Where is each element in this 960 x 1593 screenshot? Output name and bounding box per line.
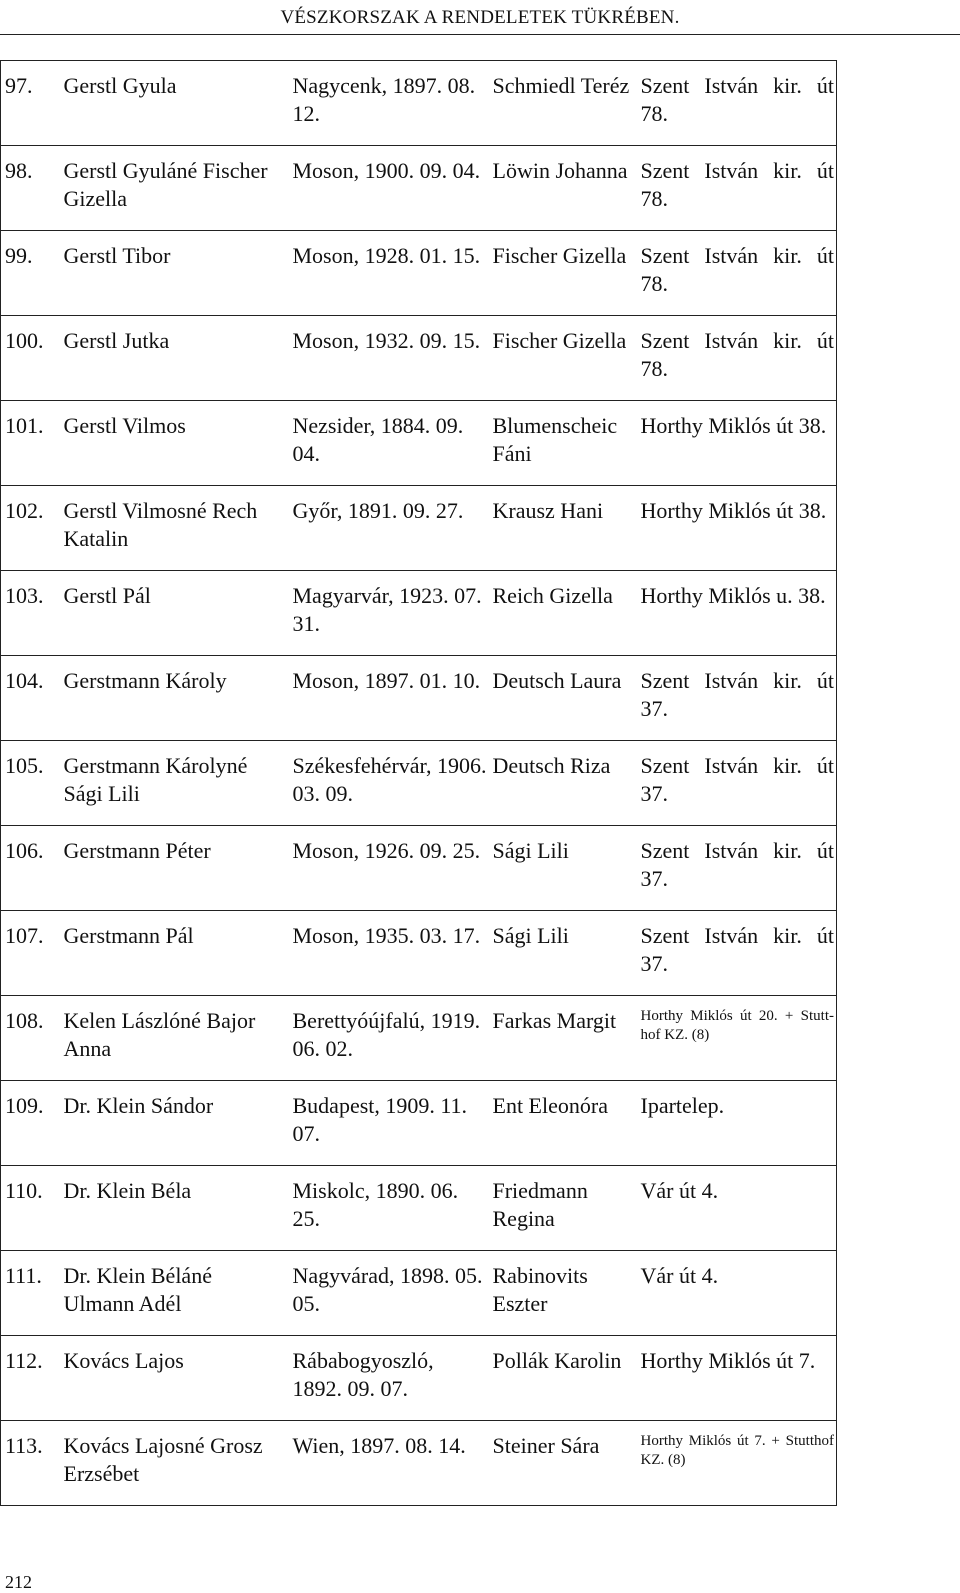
table-row — [1, 996, 837, 1081]
birth-place-date-cell: Moson, 1926. 09. 25. — [289, 826, 489, 911]
person-name-cell: Gerstmann Károly — [60, 656, 289, 741]
mother-name-cell: Fischer Gizella — [489, 316, 637, 401]
running-header — [0, 4, 960, 35]
table-row — [1, 1251, 837, 1336]
address-cell: Szent István kir. út 37. — [637, 826, 837, 911]
mother-name-cell: Deutsch Riza — [489, 741, 637, 826]
row-number-cell: 106. — [1, 826, 60, 911]
mother-name-cell: Schmiedl Teréz — [489, 61, 637, 146]
address-cell: Horthy Miklós út 20. + Stutt-hof KZ. (8) — [637, 996, 837, 1081]
mother-name-cell: Krausz Hani — [489, 486, 637, 571]
birth-place-date-cell: Moson, 1935. 03. 17. — [289, 911, 489, 996]
address-cell: Ipartelep. — [637, 1081, 837, 1166]
birth-place-date-cell: Nagycenk, 1897. 08. 12. — [289, 61, 489, 146]
table-row — [1, 741, 837, 826]
mother-name-cell: Rabinovits Eszter — [489, 1251, 637, 1336]
table-row — [1, 316, 837, 401]
birth-place-date-cell: Győr, 1891. 09. 27. — [289, 486, 489, 571]
mother-name-cell: Sági Lili — [489, 826, 637, 911]
row-number-cell: 113. — [1, 1421, 60, 1506]
birth-place-date-cell: Miskolc, 1890. 06. 25. — [289, 1166, 489, 1251]
address-cell: Szent István kir. út 37. — [637, 741, 837, 826]
mother-name-cell: Fischer Gizella — [489, 231, 637, 316]
row-number-cell: 110. — [1, 1166, 60, 1251]
birth-place-date-cell: Moson, 1900. 09. 04. — [289, 146, 489, 231]
table-row — [1, 1081, 837, 1166]
birth-place-date-cell: Moson, 1932. 09. 15. — [289, 316, 489, 401]
row-number-cell: 112. — [1, 1336, 60, 1421]
address-cell: Vár út 4. — [637, 1166, 837, 1251]
row-number-cell: 98. — [1, 146, 60, 231]
birth-place-date-cell: Budapest, 1909. 11. 07. — [289, 1081, 489, 1166]
birth-place-date-cell: Magyarvár, 1923. 07. 31. — [289, 571, 489, 656]
row-number-cell: 103. — [1, 571, 60, 656]
birth-place-date-cell: Moson, 1897. 01. 10. — [289, 656, 489, 741]
row-number-cell: 100. — [1, 316, 60, 401]
mother-name-cell: Sági Lili — [489, 911, 637, 996]
birth-place-date-cell: Berettyóújfalú, 1919. 06. 02. — [289, 996, 489, 1081]
mother-name-cell: Steiner Sára — [489, 1421, 637, 1506]
table-row — [1, 61, 837, 146]
table-row — [1, 486, 837, 571]
row-number-cell: 102. — [1, 486, 60, 571]
person-name-cell: Gerstl Jutka — [60, 316, 289, 401]
mother-name-cell: Löwin Johanna — [489, 146, 637, 231]
table-row — [1, 1166, 837, 1251]
person-name-cell: Gerstl Gyuláné Fischer Gizella — [60, 146, 289, 231]
mother-name-cell: Farkas Margit — [489, 996, 637, 1081]
address-cell: Horthy Miklós út 7. — [637, 1336, 837, 1421]
person-name-cell: Gerstl Pál — [60, 571, 289, 656]
table-row — [1, 1421, 837, 1506]
address-cell: Szent István kir. út 78. — [637, 61, 837, 146]
mother-name-cell: Blumenscheic Fáni — [489, 401, 637, 486]
birth-place-date-cell: Moson, 1928. 01. 15. — [289, 231, 489, 316]
person-name-cell: Gerstmann Pál — [60, 911, 289, 996]
running-header-title: VÉSZKORSZAK A RENDELETEK TÜKRÉBEN. — [280, 7, 680, 28]
birth-place-date-cell: Nagyvárad, 1898. 05. 05. — [289, 1251, 489, 1336]
mother-name-cell: Deutsch Laura — [489, 656, 637, 741]
row-number-cell: 104. — [1, 656, 60, 741]
person-name-cell: Kelen Lászlóné Bajor Anna — [60, 996, 289, 1081]
table-row — [1, 571, 837, 656]
address-cell: Szent István kir. út 78. — [637, 146, 837, 231]
row-number-cell: 101. — [1, 401, 60, 486]
birth-place-date-cell: Székesfehérvár, 1906. 03. 09. — [289, 741, 489, 826]
address-cell: Szent István kir. út 37. — [637, 656, 837, 741]
person-name-cell: Dr. Klein Béla — [60, 1166, 289, 1251]
table-row — [1, 146, 837, 231]
row-number-cell: 99. — [1, 231, 60, 316]
address-cell: Horthy Miklós u. 38. — [637, 571, 837, 656]
row-number-cell: 108. — [1, 996, 60, 1081]
row-number-cell: 107. — [1, 911, 60, 996]
mother-name-cell: Friedmann Regina — [489, 1166, 637, 1251]
person-name-cell: Kovács Lajos — [60, 1336, 289, 1421]
person-name-cell: Gerstl Vilmos — [60, 401, 289, 486]
table-row — [1, 231, 837, 316]
address-cell: Vár út 4. — [637, 1251, 837, 1336]
mother-name-cell: Pollák Karolin — [489, 1336, 637, 1421]
person-name-cell: Gerstl Gyula — [60, 61, 289, 146]
row-number-cell: 97. — [1, 61, 60, 146]
table-row — [1, 656, 837, 741]
mother-name-cell: Reich Gizella — [489, 571, 637, 656]
address-cell: Szent István kir. út 78. — [637, 231, 837, 316]
birth-place-date-cell: Rábabogyoszló, 1892. 09. 07. — [289, 1336, 489, 1421]
person-name-cell: Dr. Klein Sándor — [60, 1081, 289, 1166]
address-cell: Horthy Miklós út 38. — [637, 401, 837, 486]
address-cell: Szent István kir. út 78. — [637, 316, 837, 401]
address-cell: Horthy Miklós út 38. — [637, 486, 837, 571]
table-row — [1, 826, 837, 911]
birth-place-date-cell: Nezsider, 1884. 09. 04. — [289, 401, 489, 486]
row-number-cell: 105. — [1, 741, 60, 826]
row-number-cell: 109. — [1, 1081, 60, 1166]
mother-name-cell: Ent Eleonóra — [489, 1081, 637, 1166]
person-name-cell: Gerstmann Péter — [60, 826, 289, 911]
person-name-cell: Gerstl Vilmosné Rech Katalin — [60, 486, 289, 571]
person-name-cell: Dr. Klein Béláné Ulmann Adél — [60, 1251, 289, 1336]
page-number: 212 — [5, 1572, 32, 1592]
person-name-cell: Gerstl Tibor — [60, 231, 289, 316]
address-cell: Szent István kir. út 37. — [637, 911, 837, 996]
person-name-cell: Kovács Lajosné Grosz Erzsébet — [60, 1421, 289, 1506]
table-row — [1, 1336, 837, 1421]
records-table-body — [1, 61, 837, 1506]
table-row — [1, 911, 837, 996]
row-number-cell: 111. — [1, 1251, 60, 1336]
records-table — [0, 60, 837, 1506]
address-cell: Horthy Miklós út 7. + Stutthof KZ. (8) — [637, 1421, 837, 1506]
birth-place-date-cell: Wien, 1897. 08. 14. — [289, 1421, 489, 1506]
table-row — [1, 401, 837, 486]
person-name-cell: Gerstmann Károlyné Sági Lili — [60, 741, 289, 826]
